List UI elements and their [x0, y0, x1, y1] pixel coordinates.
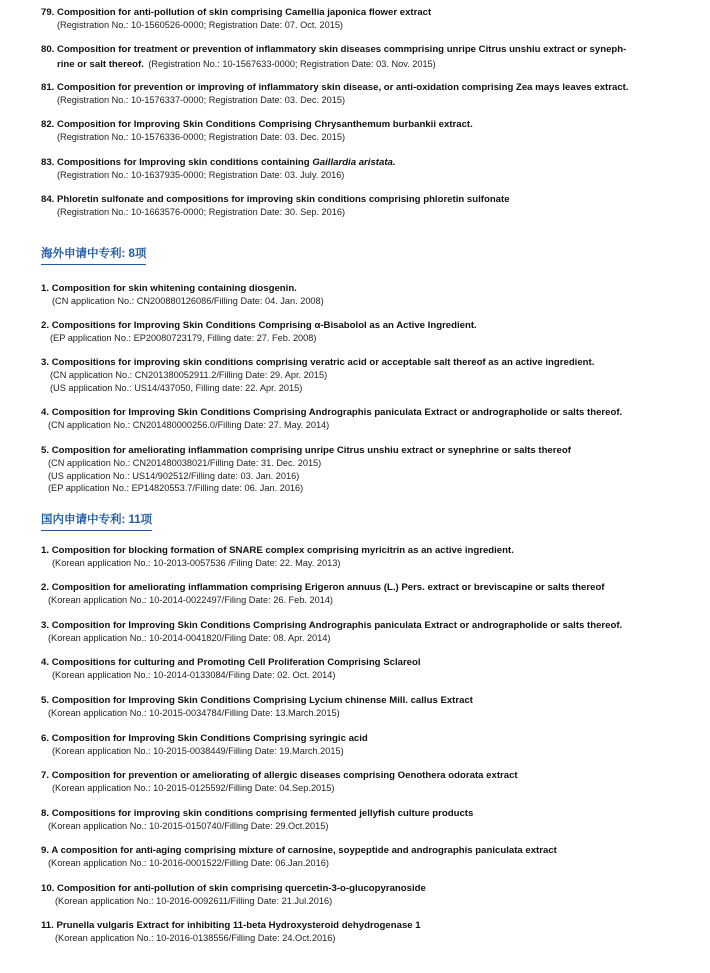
- patent-entry-83: [0, 156, 700, 182]
- entry-number: 4.: [41, 407, 50, 418]
- entry-number: 10.: [41, 883, 55, 894]
- entry-detail: (Registration No.: 10-1576336-0000; Registration Date: 03. Dec. 2015): [57, 132, 346, 142]
- entry-title: Compositions for improving skin conditions comprising veratric acid or acceptable salt thereof as an active ingredient.: [51, 357, 595, 368]
- overseas-entry-3: [0, 356, 700, 394]
- entry-number: 79.: [41, 7, 55, 18]
- entry-number: 4.: [41, 657, 50, 668]
- entry-number: 3.: [41, 620, 50, 631]
- entry-detail: (Korean application No.: 10-2015-0125592/Filling Date: 04.Sep.2015): [52, 783, 335, 793]
- entry-detail: (US application No.: US14/437050, Filling date: 22. Apr. 2015): [50, 382, 303, 393]
- entry-number: 80.: [41, 44, 55, 55]
- entry-number: 5.: [41, 695, 50, 706]
- entry-number: 84.: [41, 194, 55, 205]
- entry-number: 83.: [41, 157, 55, 168]
- entry-detail: (Korean application No.: 10-2015-0034784/Filling Date: 13.March.2015): [48, 708, 340, 718]
- entry-title: Compositions for Improving skin conditions containing: [57, 157, 313, 168]
- entry-title: Composition for Improving Skin Conditions Comprising syringic acid: [51, 733, 368, 744]
- patent-entry-84: [0, 193, 700, 219]
- entry-title: Composition for Improving Skin Conditions Comprising Andrographis paniculata Extract or andrographolide or salts thereof.: [51, 620, 623, 631]
- entry-title: Composition for blocking formation of SNARE complex comprising myricitrin as an active ingredient.: [51, 545, 514, 556]
- entry-title: Composition for anti-pollution of skin comprising Camellia japonica flower extract: [57, 7, 432, 18]
- overseas-entry-1: [0, 282, 700, 308]
- entry-title: Prunella vulgaris Extract for inhibiting 11-beta Hydroxysteroid dehydrogenase 1: [56, 920, 421, 931]
- entry-detail: (Korean application No.: 10-2016-0001522/Filling Date: 06.Jan.2016): [48, 858, 329, 868]
- domestic-entry-11: [0, 919, 700, 945]
- domestic-entry-6: [0, 732, 700, 758]
- patent-entry-80: [0, 43, 700, 71]
- entry-title: Phloretin sulfonate and compositions for improving skin conditions comprising phloretin sulfonate: [57, 194, 510, 205]
- entry-detail: (Registration No.: 10-1576337-0000; Registration Date: 03. Dec. 2015): [57, 95, 346, 105]
- entry-title-continued: rine or salt thereof.: [57, 59, 144, 70]
- entry-title: Compositions for improving skin conditions comprising fermented jellyfish culture products: [51, 808, 474, 819]
- entry-number: 9.: [41, 845, 50, 856]
- entry-detail: (Korean application No.: 10-2014-0133084/Filing Date: 02. Oct. 2014): [52, 670, 336, 680]
- entry-title: Composition for prevention or ameliorating of allergic diseases comprising Oenothera odorata extract: [51, 770, 518, 781]
- entry-number: 81.: [41, 82, 55, 93]
- entry-detail: (Korean application No.: 10-2015-0150740/Filling Date: 29.Oct.2015): [48, 821, 329, 831]
- entry-detail: (Registration No.: 10-1560526-0000; Registration Date: 07. Oct. 2015): [57, 20, 343, 30]
- domestic-entry-5: [0, 694, 700, 720]
- entry-detail: (CN application No.: CN201480000256.0/Filling Date: 27. May. 2014): [48, 420, 330, 430]
- entry-number: 11.: [41, 920, 54, 931]
- domestic-entry-9: [0, 844, 700, 870]
- domestic-entry-2: [0, 581, 700, 607]
- entry-detail: (Korean application No.: 10-2014-0022497/Filing Date: 26. Feb. 2014): [48, 595, 333, 605]
- entry-title: Composition for anti-pollution of skin comprising quercetin-3-o-glucopyranoside: [57, 883, 426, 894]
- entry-detail: (Korean application No.: 10-2016-0092611/Filling Date: 21.Jul.2016): [55, 896, 333, 906]
- entry-number: 8.: [41, 808, 50, 819]
- overseas-entry-2: [0, 319, 700, 345]
- entry-detail: (CN application No.: CN201480038021/Filling Date: 31. Dec. 2015): [48, 458, 322, 468]
- entry-detail: (Korean application No.: 10-2013-0057536 /Filing Date: 22. May. 2013): [52, 558, 341, 568]
- entry-title: Composition for Improving Skin Conditions Comprising Lycium chinense Mill. callus Extract: [51, 695, 473, 706]
- entry-detail: (EP application No.: EP20080723179, Filling date: 27. Feb. 2008): [50, 333, 317, 343]
- entry-detail: (Korean application No.: 10-2016-0138556/Filling Date: 24.Oct.2016): [55, 933, 336, 943]
- entry-title: Composition for Improving Skin Conditions Comprising Andrographis paniculata Extract or andrographolide or salts thereof.: [51, 407, 623, 418]
- entry-detail: (Korean application No.: 10-2014-0041820/Filing Date: 08. Apr. 2014): [48, 633, 331, 643]
- entry-title: Composition for skin whitening containing diosgenin.: [51, 283, 297, 294]
- entry-number: 1.: [41, 283, 50, 294]
- entry-detail: (Registration No.: 10-1567633-0000; Registration Date: 03. Nov. 2015): [148, 59, 436, 69]
- patent-entry-82: [0, 118, 700, 144]
- entry-number: 1.: [41, 545, 50, 556]
- entry-number: 6.: [41, 733, 50, 744]
- overseas-section-heading: 海外申请中专利: 8项: [41, 247, 146, 265]
- entry-detail: (Registration No.: 10-1663576-0000; Registration Date: 30. Sep. 2016): [57, 207, 346, 217]
- domestic-section-heading: 国内申请中专利: 11项: [41, 513, 152, 531]
- domestic-entry-8: [0, 807, 700, 833]
- domestic-entry-10: [0, 882, 700, 908]
- entry-detail: (CN application No.: CN201380052911.2/Filling Date: 29. Apr. 2015): [50, 370, 328, 380]
- entry-detail: (EP application No.: EP14820553.7/Filling date: 06. Jan. 2016): [48, 483, 304, 493]
- entry-title-species: Gaillardia aristata.: [312, 157, 396, 168]
- patent-entry-81: [0, 81, 700, 107]
- domestic-entry-1: [0, 544, 700, 570]
- entry-title: Composition for treatment or prevention of inflammatory skin diseases commprising unripe Citrus unshiu extract or syneph-: [57, 44, 627, 55]
- entry-number: 2.: [41, 582, 50, 593]
- entry-title: Composition for ameliorating inflammation comprising Erigeron annuus (L.) Pers. extract or breviscapine or salts thereof: [51, 582, 605, 593]
- entry-detail: (US application No.: US14/902512/Filling date: 03. Jan. 2016): [48, 470, 300, 481]
- overseas-entry-4: [0, 406, 700, 432]
- entry-title: Composition for prevention or improving of inflammatory skin disease, or anti-oxidation comprising Zea mays leaves extract.: [57, 82, 629, 93]
- domestic-entry-7: [0, 769, 700, 795]
- entry-title: Composition for ameliorating inflammation comprising unripe Citrus unshiu extract or synephrine or salts thereof: [51, 445, 571, 456]
- entry-number: 3.: [41, 357, 50, 368]
- entry-number: 7.: [41, 770, 50, 781]
- entry-title: Composition for Improving Skin Conditions Comprising Chrysanthemum burbankii extract.: [57, 119, 473, 130]
- entry-number: 2.: [41, 320, 50, 331]
- overseas-entry-5: [0, 444, 700, 495]
- entry-title: Compositions for culturing and Promoting Cell Proliferation Comprising Sclareol: [51, 657, 421, 668]
- entry-number: 82.: [41, 119, 55, 130]
- patent-entry-79: [0, 6, 700, 32]
- entry-title: A composition for anti-aging comprising mixture of carnosine, soypeptide and andrographis paniculata extract: [51, 845, 557, 856]
- domestic-entry-4: [0, 656, 700, 682]
- entry-title: Compositions for Improving Skin Conditions Comprising α-Bisabolol as an Active Ingredient.: [51, 320, 477, 331]
- entry-number: 5.: [41, 445, 50, 456]
- entry-detail: (CN application No.: CN200880126086/Filling Date: 04. Jan. 2008): [52, 296, 324, 306]
- entry-detail: (Registration No.: 10-1637935-0000; Registration Date: 03. July. 2016): [57, 170, 345, 180]
- domestic-entry-3: [0, 619, 700, 645]
- entry-detail: (Korean application No.: 10-2015-0038449/Filling Date: 19.March.2015): [52, 746, 344, 756]
